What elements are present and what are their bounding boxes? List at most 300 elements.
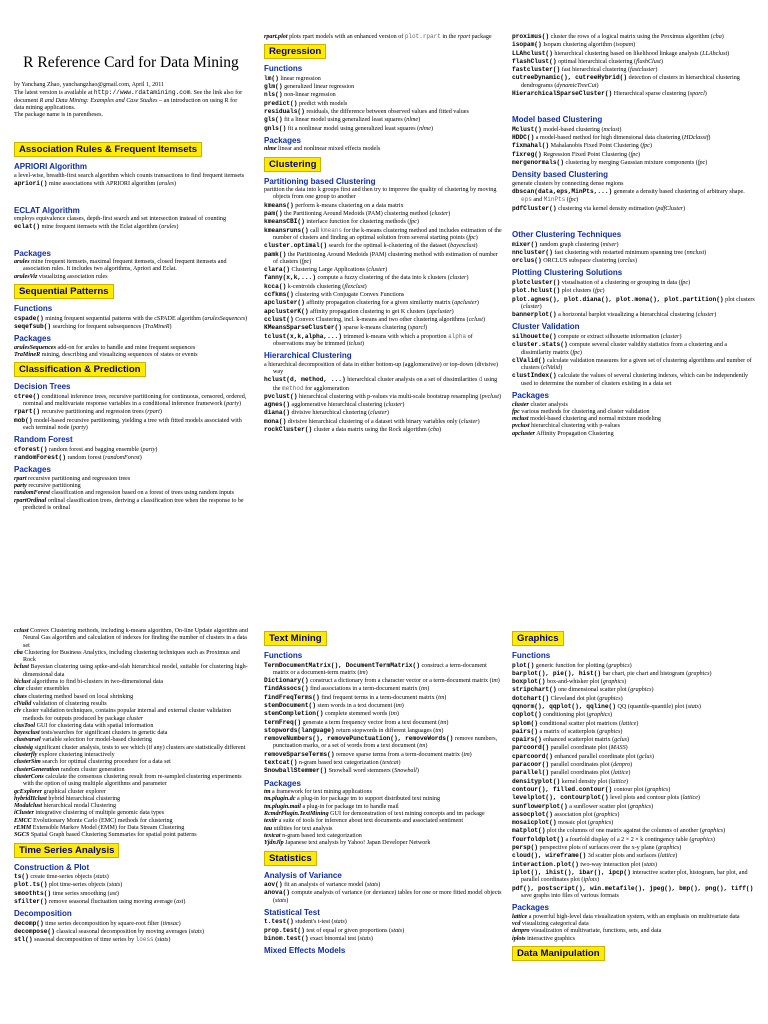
pkg: fastcluster <box>630 67 656 74</box>
desc: Evolutionary Monte Carlo (EMC) methods for clustering <box>31 817 173 824</box>
desc: exact binomial test ( <box>308 936 360 943</box>
entry <box>14 759 248 766</box>
entry: flashClust() optimal hierarchical clustering (flashClust) <box>512 57 663 65</box>
pkg: tm <box>435 727 442 734</box>
desc: affinity propagation clustering to get K clusters ( <box>308 308 429 315</box>
text: a level-wise, breadth-first search algorithm which counts transactions to find frequent itemsets <box>14 172 245 179</box>
entry: findAssocs() find associations in a term-document matrix (tm) <box>264 685 430 693</box>
pkg: cba <box>430 426 440 433</box>
fn: agnes() <box>264 401 290 409</box>
entry: isopam() Isopam clustering algorithm (isopam) <box>512 41 636 49</box>
desc: of observations may be trimmed ( <box>273 333 473 347</box>
pkg: clValid <box>543 365 561 372</box>
desc: using the <box>273 377 498 392</box>
subsection-eclat: ECLAT Algorithm <box>14 205 80 215</box>
fn: ctree() <box>14 392 40 400</box>
pkg: lattice <box>512 913 528 920</box>
entry: boxplot() box-and-whisker plot (graphics) <box>512 678 627 686</box>
desc: hierarchical clustering with p-values <box>529 423 620 430</box>
pkg: tm <box>421 686 428 693</box>
entry <box>264 818 502 825</box>
pkg: stats <box>275 897 287 904</box>
entry: levelplot(), contourplot() level plots and contour plots (lattice) <box>512 794 700 802</box>
pkg: graphics <box>602 679 625 686</box>
entry: interaction.plot() two-way interaction plot (stats) <box>512 860 658 868</box>
entry: fixreg() Regression Fixed Point Clustering (fpc) <box>512 150 641 158</box>
desc: mosaic plot ( <box>556 820 590 827</box>
entry <box>14 818 248 825</box>
pkg: graphics <box>599 695 621 702</box>
entry <box>512 928 756 935</box>
entry: prop.test() test of equal or given proportions (stats) <box>264 926 405 934</box>
section-association-rules: Association Rules & Frequent Itemsets <box>14 142 202 157</box>
subsection-packages: Packages <box>264 135 301 145</box>
pkg: fpc <box>568 197 577 204</box>
fn: plotcluster() <box>512 278 561 286</box>
pkg: YjdnJlp <box>264 840 284 847</box>
pkg: apcluster <box>454 300 477 307</box>
subsection-functions: Functions <box>512 651 551 660</box>
pkg: fpc <box>409 219 417 226</box>
fn: parallel() <box>512 769 550 777</box>
fn: splom() <box>512 719 538 727</box>
subsection-decision-trees: Decision Trees <box>14 382 71 392</box>
fn: fastcluster() <box>512 66 561 74</box>
fn: stemDocument() <box>264 701 316 709</box>
fn: pam() <box>264 210 283 218</box>
intro-text: The latest version is available at <box>14 90 94 97</box>
pkg: apcluster <box>512 430 536 437</box>
fn: apcluster() <box>264 299 305 307</box>
pkg: randomForest <box>105 455 140 462</box>
desc: a model-based method for high dimensional data clustering ( <box>534 135 685 142</box>
pkg: tm <box>491 678 498 685</box>
pkg: pvclust <box>512 423 530 430</box>
intro-note: The package name is in parentheses. <box>14 112 103 119</box>
pkg: arulesViz <box>14 273 38 280</box>
desc: plot the columns of one matrix against the columns of another ( <box>545 828 702 835</box>
entry <box>512 372 756 388</box>
subsection-packages: Packages <box>14 334 51 344</box>
desc: calculate the consensus clustering result from re-sampled clustering experiments with the option of using multiple algorithms and parameter <box>23 773 242 788</box>
pkg: lattice <box>621 720 637 727</box>
intro-text: – an introduction on using R for data mining applications. <box>14 97 238 111</box>
desc: the Partitioning Around Medoids (PAM) clustering method ( <box>282 211 432 218</box>
desc: hybrid hierarchical clustering <box>46 795 121 802</box>
entry: sunflowerplot() a sunflower scatter plot (graphics) <box>512 802 654 810</box>
fn: cspade() <box>14 314 44 322</box>
pkg: stats <box>333 919 345 926</box>
pkg: TraMineR <box>144 323 170 330</box>
fn: Dictionary() <box>264 677 309 685</box>
pkg: EMCC <box>14 817 32 824</box>
section-graphics: Graphics <box>512 631 564 646</box>
pkg: cluster <box>368 267 386 274</box>
desc: compute or extract silhouette information ( <box>556 333 663 340</box>
entry <box>264 83 502 91</box>
entry: HDDC() a model-based method for high dimensional data clustering (HDclassif) <box>512 134 711 142</box>
pkg: bclust <box>14 664 29 671</box>
fn: lm() <box>264 74 279 82</box>
entry: Dictionary() construct a dictionary from a character vector or a term-document matrix (tm) <box>264 677 500 685</box>
desc: linear regression <box>278 75 321 82</box>
fn: mona() <box>264 417 287 425</box>
fn: persp() <box>512 844 538 852</box>
fn: diana() <box>264 409 290 417</box>
desc: ordinal classification trees, deriving a classification tree when the response to be predicted is ordinal <box>23 497 244 512</box>
pkg: graphics <box>646 786 669 793</box>
desc: remove sparse terms from a term-document matrix ( <box>334 751 464 758</box>
desc: searching for frequent subsequences ( <box>51 323 145 330</box>
pkg: bayesclust <box>450 243 476 250</box>
desc: find associations in a term-document matrix ( <box>308 686 422 693</box>
pkg: graphics <box>701 828 724 835</box>
fn: qqnorm(), qqplot(), qqline() <box>512 702 616 710</box>
pkg: iCluster <box>14 810 34 817</box>
fn: rockCluster() <box>264 425 313 433</box>
desc: graphical cluster explorer <box>42 788 106 795</box>
entry: smoothts() time series smoothing (ast) <box>14 889 119 897</box>
entry <box>512 402 756 409</box>
pkg: gclus <box>638 753 652 760</box>
entry: cpairs() enhanced scatterplot matrix (gclus) <box>512 736 630 744</box>
entry: HierarchicalSparseCluster() Hierarchical sparse clustering (sparcl) <box>512 90 707 98</box>
desc: algorithms to find bi-clusters in two-dimensional data <box>30 679 164 686</box>
code: d <box>478 376 483 384</box>
desc: ORCLUS subspace clustering ( <box>541 258 620 265</box>
entry: LLAhclust() hierarchical clustering based on likelihood linkage analysis (LLAhclust) <box>512 49 730 57</box>
entry: apriori() mine associations with APRIORI algorithm (arules) <box>14 180 177 188</box>
entry <box>14 686 248 693</box>
entry: pvclust() hierarchical clustering with p-values via multi-scale bootstrap resampling (pvclust) <box>264 392 501 400</box>
desc: a sunflower scatter plot ( <box>567 803 630 810</box>
pkg: clusterGeneration <box>14 766 60 773</box>
desc: create time-series objects ( <box>28 874 96 881</box>
pkg: nnclust <box>686 249 705 256</box>
pkg: rpart <box>457 34 471 40</box>
desc: mining frequent sequential patterns with the cSPADE algorithm ( <box>43 315 205 322</box>
desc: contour plot ( <box>612 786 647 793</box>
pkg: ast <box>176 899 184 905</box>
entry: kmeansruns() call kmeans for the k-means clustering method and includes estimation of the number of clusters and finding an optimal solution from several starting points (fpc) <box>264 226 502 241</box>
fn: parcoord() <box>512 744 550 752</box>
fn: pvclust() <box>264 392 298 400</box>
pkg: tm <box>390 711 397 718</box>
pkg: textir <box>264 818 278 825</box>
desc: a matrix of scatterplots ( <box>538 728 600 735</box>
fn: prop.test() <box>264 926 305 934</box>
fn: eclat() <box>14 223 40 231</box>
pkg: stats <box>359 936 371 943</box>
entry: findFreqTerms() find frequent terms in a term-document matrix (tm) <box>264 693 447 701</box>
fn: pamk() <box>264 250 287 258</box>
pkg: RcmdrPlugin.TextMining <box>264 811 329 818</box>
desc: interactive graphics <box>525 935 575 942</box>
desc: recursive partitioning and regression trees ( <box>40 409 148 416</box>
entry: apclusterK() affinity propagation clustering to get K clusters (apcluster) <box>264 307 454 315</box>
desc: seasonal decomposition of time series by <box>32 937 136 944</box>
entry: clara() Clustering Large Applications (cluster) <box>264 266 388 274</box>
pkg: cluster <box>523 303 540 310</box>
entry: persp() perspective plots of surfaces over the x-y plane (graphics) <box>512 844 682 852</box>
entry: plotcluster() visualisation of a clustering or grouping in data (fpc) <box>512 278 691 286</box>
entry: diana() divisive hierarchical clustering (cluster) <box>264 409 389 417</box>
code: eps <box>521 196 532 204</box>
section-regression: Regression <box>264 44 326 59</box>
fn: kmeansruns() <box>264 226 309 234</box>
desc: save graphs into files of various formats <box>521 892 619 899</box>
pkg: nlme <box>264 146 277 153</box>
desc: Extensible Markov Model (EMM) for Data Stream Clustering <box>31 825 185 832</box>
pkg: party <box>14 483 27 490</box>
fn: removeNumbers(), removePunctuation(), removeWords() <box>264 735 454 743</box>
desc: Cleveland dot plot ( <box>549 695 600 702</box>
desc: recursive partitioning <box>26 483 81 490</box>
desc: 3d scatter plots and surfaces ( <box>586 853 661 860</box>
pkg: graphics <box>688 670 710 677</box>
fn: cclust() <box>264 315 294 323</box>
desc: visualizing association rules <box>37 273 108 280</box>
intro-doc: R and Data Mining: Examples and Case Studies <box>39 97 158 104</box>
desc: agglomerative hierarchical clustering ( <box>290 402 386 409</box>
entry: plot() generic function for plotting (graphics) <box>512 661 632 669</box>
entry <box>264 100 502 108</box>
desc: divisive hierarchical clustering ( <box>290 410 371 417</box>
subsection-cluster-validation: Cluster Validation <box>512 322 580 332</box>
fn: fanny(x,k,...) <box>264 274 316 282</box>
desc: remove seasonal fluctuation using moving average ( <box>47 899 177 905</box>
entry <box>14 694 248 701</box>
entry: dbscan(data,eps,MinPts,...) generate a density based clustering of arbitrary shape. eps and MinPts (fpc) <box>512 188 745 204</box>
desc: classification and regression based on a forest of trees using random inputs <box>49 490 235 497</box>
desc: box-and-whisker plot ( <box>545 679 603 686</box>
fn: t.test() <box>264 918 294 926</box>
pkg: rEMM <box>14 825 32 832</box>
column-1-bottom <box>14 628 248 1024</box>
subsection-partitioning: Partitioning based Clustering <box>264 176 376 186</box>
entry: termFreq() generate a term frequency vector from a text document (tm) <box>264 718 449 726</box>
desc: classical seasonal decomposition by moving averages ( <box>54 929 191 936</box>
desc: random cluster generation <box>59 766 125 773</box>
desc: plot clusters ( <box>560 288 595 295</box>
fn: HDDC() <box>512 134 535 142</box>
desc: hierarchical clustering with p-values via multi-scale bootstrap resampling ( <box>297 393 482 400</box>
entry: removeNumbers(), removePunctuation(), removeWords() remove numbers, punctuation marks, or a set of words from a text document (tm) <box>264 735 498 750</box>
desc: clustering with Conjugate Convex Functions <box>293 292 405 299</box>
desc: residuals, the difference between observed values and fitted values <box>304 108 469 115</box>
subsection-packages: Packages <box>14 465 51 475</box>
entry <box>264 840 502 847</box>
fn: coplot() <box>512 711 542 719</box>
entry: apcluster() affinity propagation clustering for a given similarity matrix (apcluster) <box>264 299 479 307</box>
desc: perspective plots of surfaces over the x-y plane ( <box>538 845 658 852</box>
fn: iplot(), ihist(), ibar(), ipcp() <box>512 868 631 876</box>
desc: Snowball word stemmers ( <box>327 768 395 775</box>
fn: orclus() <box>512 257 542 265</box>
entry: clValid() calculate validation measures for a given set of clustering algorithms and number of clusters (clValid) <box>512 356 752 372</box>
entry: parallel() parallel coordinates plot (lattice) <box>512 769 631 777</box>
subsection-construction-plot: Construction & Plot <box>14 862 90 872</box>
fn: kmeansCBI() <box>264 218 305 226</box>
pkg: lattice <box>613 770 629 777</box>
section-clustering: Clustering <box>264 157 321 172</box>
pkg: randomForest <box>14 490 50 497</box>
entry <box>264 796 502 803</box>
pkg: TraMineR <box>14 351 41 358</box>
fn: seqefsub() <box>14 322 52 330</box>
section-classification: Classification & Prediction <box>14 362 146 377</box>
desc: mine frequent itemsets with the Eclat algorithm ( <box>40 224 162 231</box>
desc: level plots and contour plots ( <box>608 795 683 802</box>
pkg: lattice <box>682 795 698 802</box>
pkg: rpart.plot <box>264 34 288 40</box>
desc: add-on for arules to handle and mine frequent sequences <box>55 344 196 351</box>
fn: textcat() <box>264 759 298 767</box>
pkg: cluster <box>449 275 467 282</box>
pkg: party <box>72 424 86 431</box>
entry: mona() divisive hierarchical clustering of a dataset with binary variables only (cluster) <box>264 417 480 425</box>
desc: search for the optimal k-clustering of the dataset ( <box>327 243 451 250</box>
fn: dotchart() <box>512 694 550 702</box>
desc: ( <box>153 937 158 944</box>
entry <box>14 832 248 839</box>
entry <box>264 826 502 833</box>
desc: Convex Clustering, incl. k-means and two other clustering algorithms ( <box>293 316 469 323</box>
desc: hierarchical cluster analysis on a set of dissimilarities <box>345 377 479 384</box>
desc: stem words in a text document ( <box>315 702 396 709</box>
desc: enhanced scatterplot matrix ( <box>541 737 615 744</box>
desc: call <box>308 227 321 234</box>
entry: t.test() student's t-test (stats) <box>264 918 347 926</box>
pkg: gclus <box>614 737 628 744</box>
desc: GUI for clustering data with spatial information <box>35 722 154 729</box>
fn: decompose() <box>14 928 55 936</box>
desc: two-way interaction plot ( <box>578 861 644 868</box>
desc: random forest ( <box>65 455 106 462</box>
pkg: stats <box>157 937 169 944</box>
desc: sparse k-means clustering ( <box>341 325 411 332</box>
entry: coplot() conditioning plot (graphics) <box>512 711 612 719</box>
desc: integrative clustering of multiple genomic data types <box>33 810 165 817</box>
pkg: tm.plugin.dc <box>264 796 296 803</box>
pkg: tau <box>264 825 273 832</box>
desc: compute analysis of variance (or deviance) tables for one or more fitted model objects ( <box>273 890 502 904</box>
code: kmeans <box>320 226 343 234</box>
fn: proximus() <box>512 33 550 40</box>
pkg: cluster <box>126 715 144 722</box>
fn: cforest() <box>14 445 48 453</box>
entry: cspade() mining frequent sequential patterns with the cSPADE algorithm (arulesSequences) <box>14 314 248 322</box>
intro-url[interactable]: http://www.rdatamining.com <box>93 89 191 97</box>
entry: proximus() cluster the rows of a logical matrix using the Proximus algorithm (cba) <box>512 33 724 40</box>
entry: fastcluster() fast hierarchical clustering (fastcluster) <box>512 66 658 74</box>
desc: various methods for clustering and cluster validation <box>519 408 650 415</box>
pkg: flashClust <box>636 58 661 65</box>
text: generate clusters by connecting dense regions <box>512 180 624 187</box>
subsection-model-based: Model based Clustering <box>512 115 603 125</box>
fn: mergenormals() <box>512 159 564 167</box>
desc: bar chart, pie chart and histogram ( <box>601 670 689 677</box>
desc: plots rpart models with an enhanced version of <box>287 34 405 40</box>
desc: generalized linear regression <box>282 84 355 91</box>
fn: clustIndex() <box>512 372 557 380</box>
fn: kcca() <box>264 282 287 290</box>
pkg: LLAhclust <box>702 50 728 57</box>
entry: pairs() a matrix of scatterplots (graphics) <box>512 727 623 735</box>
subsection-packages: Packages <box>512 903 549 913</box>
entry <box>14 789 248 796</box>
entry <box>14 774 248 789</box>
desc: a suite of tools for inference about text documents and associated sentiment <box>277 818 464 825</box>
desc: Bayesian clustering using spike-and-slab hierarchical model, suitable for clustering high-dimensional data <box>23 664 248 678</box>
desc: calculate the values of several clustering indexes, which can be independently used to determine the number of clusters existing in a data set <box>521 373 749 387</box>
desc: interface function for clustering methods ( <box>304 219 410 226</box>
entry: plot.agnes(), plot.diana(), plot.mona(), plot.partition() plot clusters (cluster) <box>512 295 755 310</box>
fn: rpart() <box>14 408 40 416</box>
pkg: cclust <box>14 628 29 634</box>
entry: aov() fit an analysis of variance model (stats) <box>264 881 381 889</box>
fn: findFreqTerms() <box>264 693 320 701</box>
fn: Mclust() <box>512 125 542 133</box>
pkg: gcExplorer <box>14 788 43 795</box>
pkg: textcat <box>264 832 281 839</box>
desc: Clustering for Business Analytics, including clustering techniques such as Proximus and Rock <box>22 649 240 664</box>
pkg: rpartOrdinal <box>14 497 47 504</box>
desc: linear and nonlinear mixed effects models <box>276 146 381 153</box>
entry: binom.test() exact binomial test (stats) <box>264 935 373 943</box>
entry: gnls() fit a nonlinear model using generalized least squares (nlme) <box>264 124 434 132</box>
entry: nncluster() fast clustering with restarted minimum spanning tree (nnclust) <box>512 248 707 256</box>
fn: hclust(d, method, ...) <box>264 376 346 384</box>
code: loess <box>135 936 154 944</box>
desc: generate a density based clustering of arbitrary shape. <box>612 189 745 196</box>
desc: in the <box>440 34 458 40</box>
desc: utilities for text analysis <box>272 825 333 832</box>
entry: stripchart() one dimensional scatter plot (graphics) <box>512 686 654 694</box>
pkg: tm <box>264 789 271 796</box>
desc: detection of clusters in hierarchical clustering dendrograms ( <box>521 75 740 89</box>
fn: dbscan(data,eps,MinPts,...) <box>512 188 613 196</box>
desc: fit a nonlinear model using generalized least squares ( <box>286 125 420 132</box>
entry: plot.ts() plot time-series objects (stats) <box>14 881 123 889</box>
entry <box>512 914 756 921</box>
column-2-top <box>264 33 502 570</box>
entry: sfilter() remove seasonal fluctuation using moving average (ast) <box>14 898 186 905</box>
pkg: cclust <box>468 316 483 323</box>
pkg: arulesSequences <box>14 344 56 351</box>
pkg: cluster <box>662 333 680 340</box>
pkg: arulesSequences <box>204 315 246 322</box>
entry: bannerplot() a horizontal barplot visualizing a hierarchical clustering (cluster) <box>512 311 717 319</box>
desc: k-centroids clustering ( <box>286 283 345 290</box>
desc: plot clusters ( <box>521 296 755 310</box>
desc: search for optimal clustering procedure for a data set <box>40 759 171 766</box>
desc: validation of clustering results <box>31 700 107 707</box>
desc: mine associations with APRIORI algorithm ( <box>47 181 159 188</box>
pkg: stats <box>367 882 379 889</box>
entry <box>264 75 502 83</box>
entry: dotchart() Cleveland dot plot (graphics) <box>512 694 623 702</box>
subsection-other-clustering: Other Clustering Techniques <box>512 230 622 240</box>
desc: student's t-test ( <box>293 919 334 926</box>
pkg: HDclassif <box>684 135 709 142</box>
section-data-manipulation: Data Manipulation <box>512 946 605 961</box>
desc: QQ (quantile-quantile) plot ( <box>615 703 688 710</box>
entry: randomForest() random forest (randomForest) <box>14 454 142 462</box>
pkg: tm <box>419 743 426 750</box>
fn: apriori() <box>14 180 48 188</box>
entry: matplot() plot the columns of one matrix against the columns of another (graphics) <box>512 827 726 835</box>
